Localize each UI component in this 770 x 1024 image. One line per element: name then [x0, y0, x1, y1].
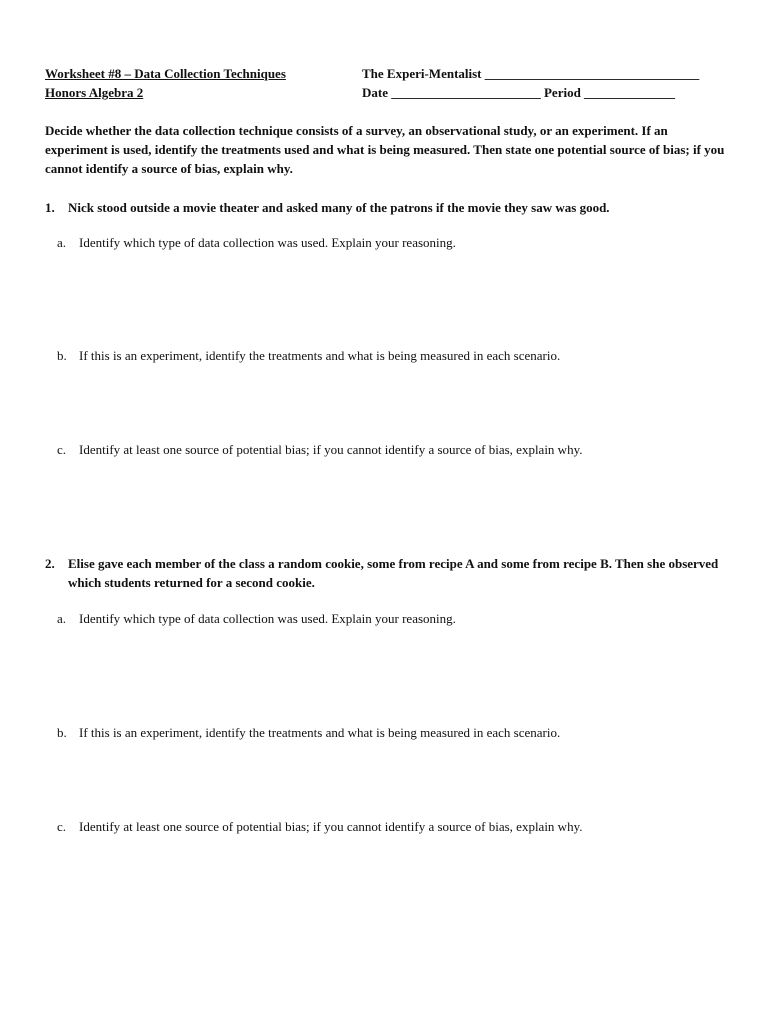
question-text: Nick stood outside a movie theater and asked many of the patrons if the movie they saw was good.	[68, 200, 610, 215]
part-text: Identify at least one source of potential bias; if you cannot identify a source of bias, explain why.	[79, 442, 583, 457]
part-text: Identify which type of data collection was used. Explain your reasoning.	[79, 235, 456, 250]
question-text: Elise gave each member of the class a random cookie, some from recipe A and some from recipe B. Then she observed which students returned for a second cookie.	[68, 556, 719, 590]
part-text: If this is an experiment, identify the treatments and what is being measured in each scenario.	[79, 348, 561, 363]
question-number: 2.	[45, 556, 55, 571]
question-number: 1.	[45, 200, 55, 215]
part-letter: b.	[57, 348, 67, 363]
part-letter: a.	[57, 611, 67, 626]
question-1	[45, 198, 725, 217]
part-letter: b.	[57, 725, 67, 740]
part-text: Identify which type of data collection was used. Explain your reasoning.	[79, 611, 456, 626]
instructions: Decide whether the data collection technique consists of a survey, an observational study, or an experiment. If an experiment is used, identify the treatments used and what is being measured. Then state one potential source of bias; if you cannot identify a source of bias, explain why.	[45, 123, 725, 176]
part-letter: c.	[57, 442, 67, 457]
part-letter: c.	[57, 819, 67, 834]
question-2-part-b	[57, 724, 560, 742]
question-2	[45, 554, 725, 592]
experimentalist-name-line: The Experi-Mentalist _________________________________	[362, 66, 700, 81]
worksheet-title: Worksheet #8 – Data Collection Techniques	[45, 66, 286, 81]
part-letter: a.	[57, 235, 67, 250]
course-name: Honors Algebra 2	[45, 85, 144, 100]
question-1-part-a	[57, 234, 456, 252]
question-2-part-c	[57, 818, 582, 836]
question-2-part-a	[57, 610, 456, 628]
part-text: Identify at least one source of potential bias; if you cannot identify a source of bias, explain why.	[79, 819, 583, 834]
date-period-line: Date _______________________ Period ______________	[362, 85, 676, 100]
part-text: If this is an experiment, identify the treatments and what is being measured in each scenario.	[79, 725, 561, 740]
question-1-part-c	[57, 441, 582, 459]
question-1-part-b	[57, 347, 560, 365]
